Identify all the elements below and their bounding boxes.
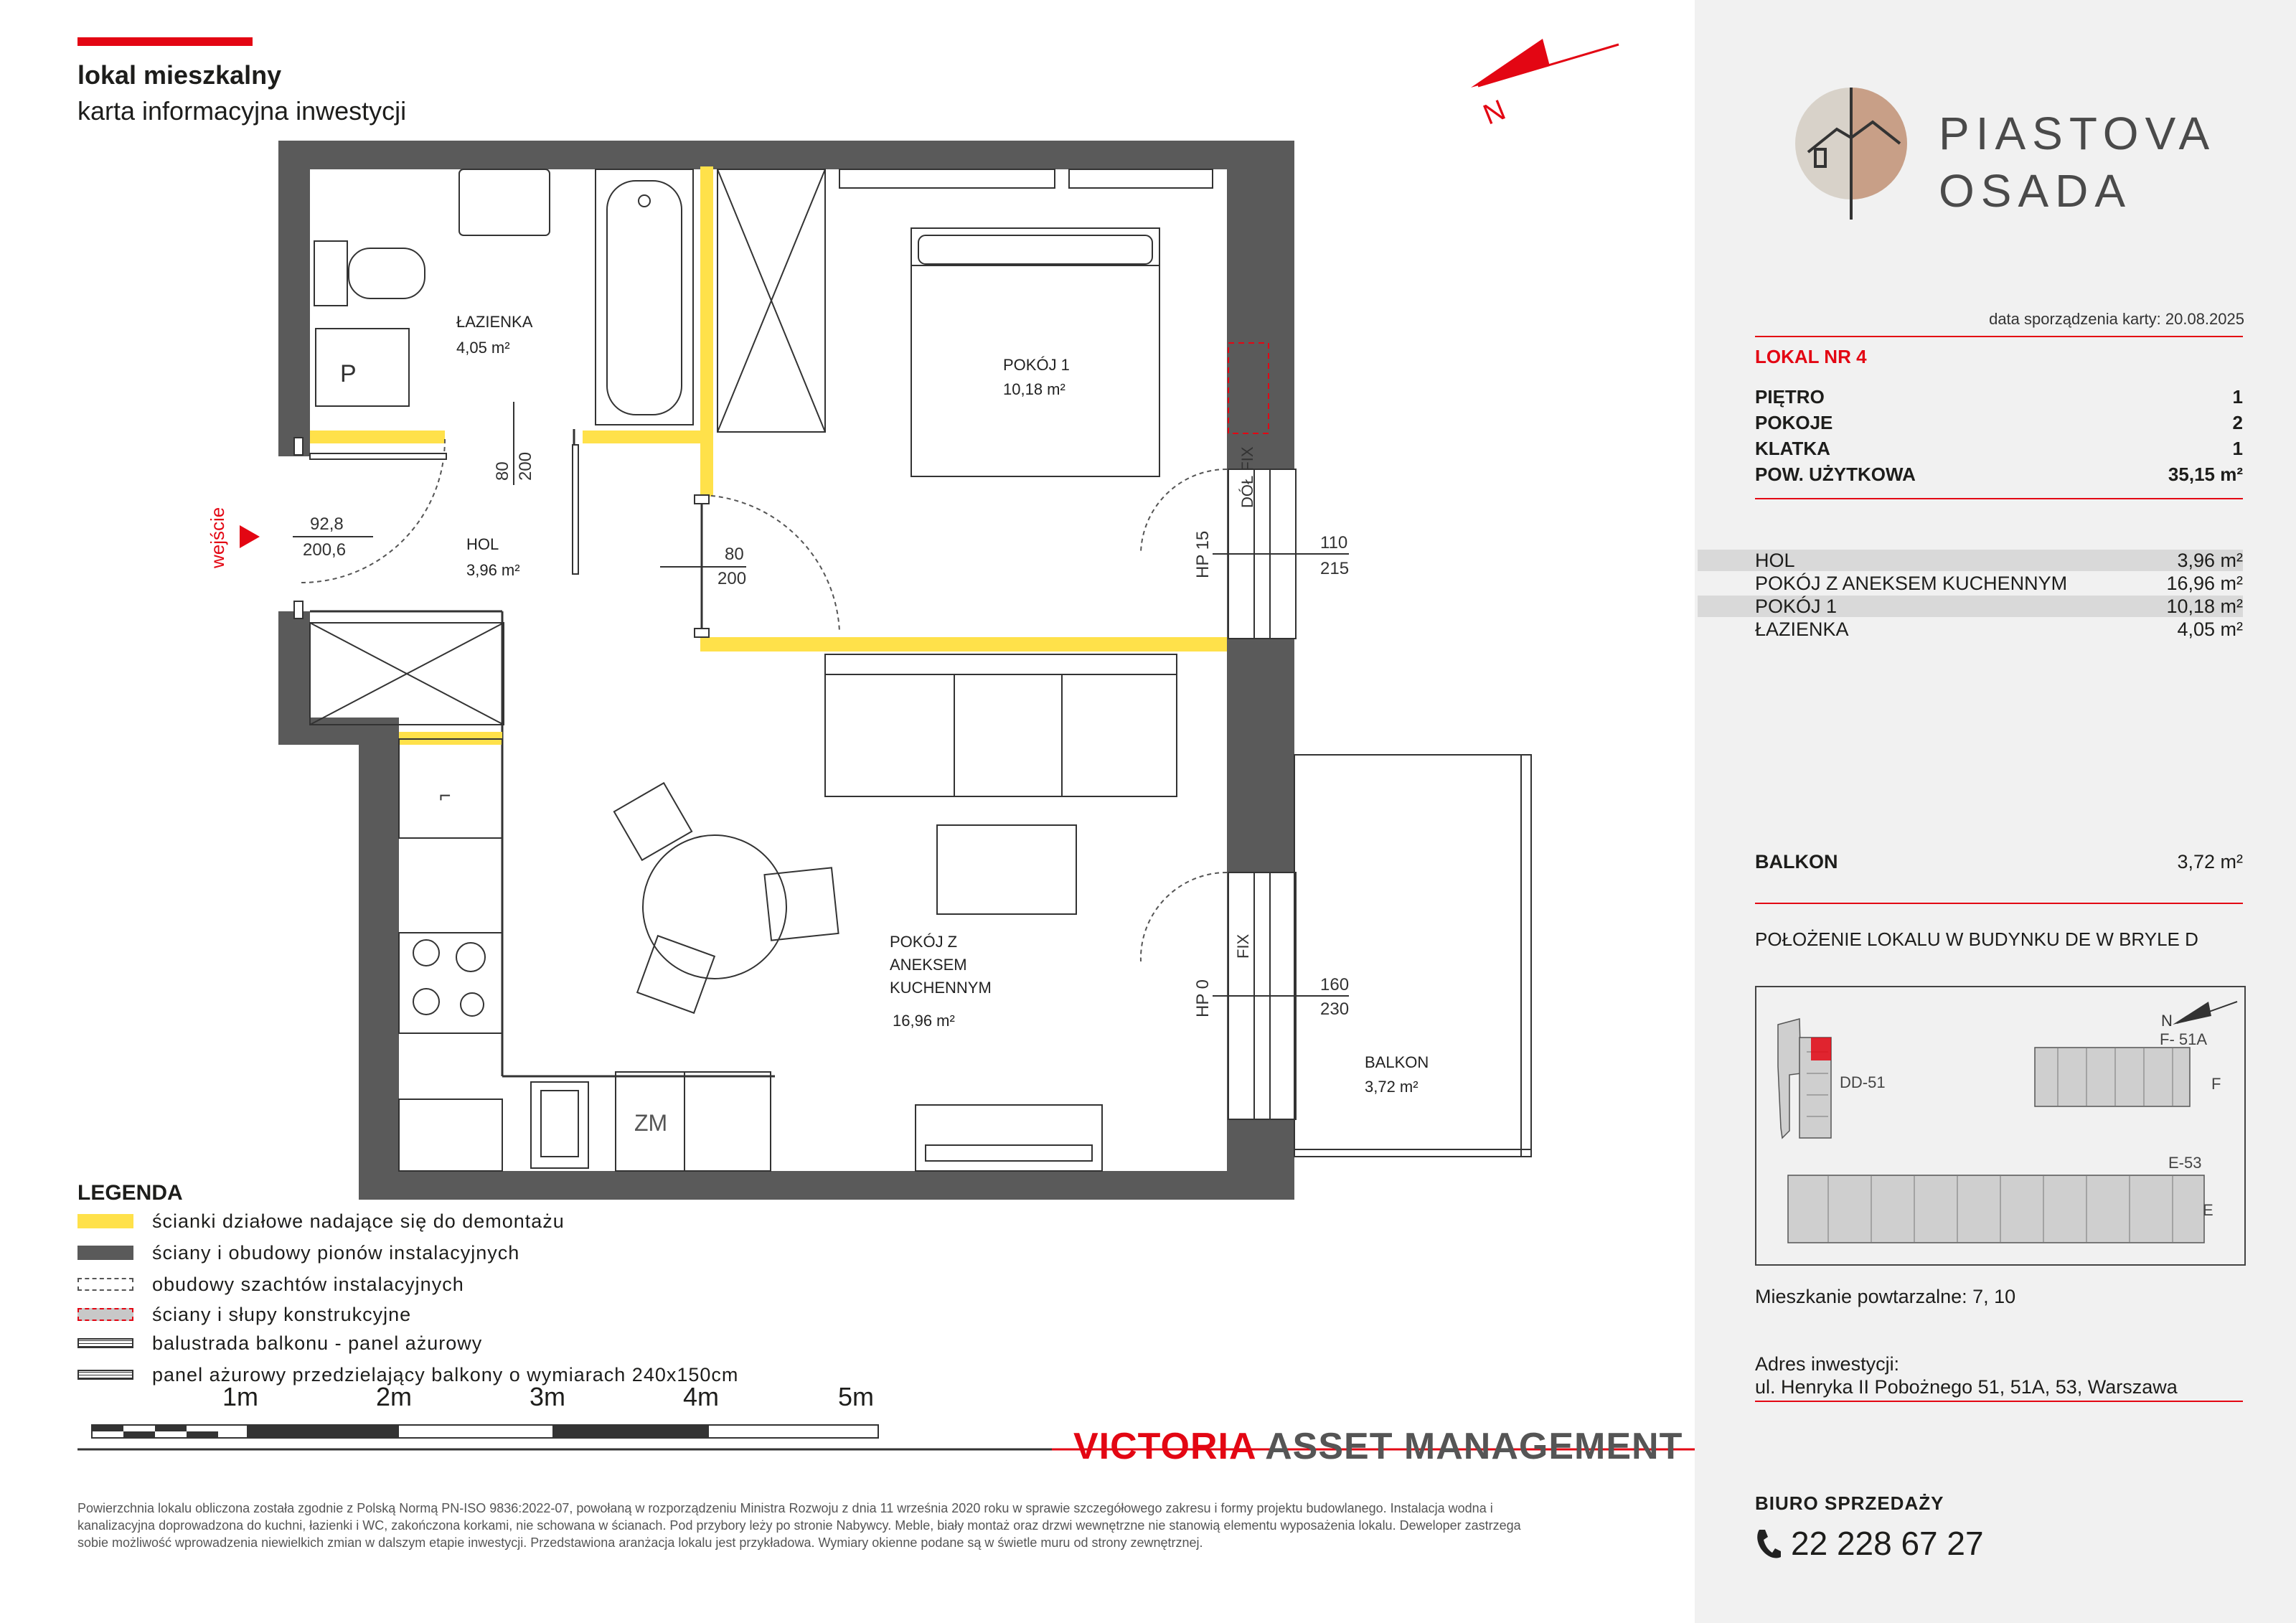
brand-logo	[1073, 1425, 1683, 1468]
page-title: lokal mieszkalny	[77, 60, 282, 90]
divider	[1755, 498, 2243, 499]
brand-piastova-logo	[1939, 105, 2216, 220]
phone-icon	[1754, 1527, 1782, 1561]
prop-label: KLATKA	[1755, 438, 1830, 459]
legend-item	[77, 1207, 565, 1236]
site-map	[1755, 986, 2246, 1266]
house-logo-icon	[1794, 86, 1909, 222]
room-value: 10,18 m²	[2166, 596, 2243, 617]
north-label: N	[1479, 93, 1510, 131]
room-bedroom-name: POKÓJ 1	[1003, 356, 1070, 374]
room-row	[1698, 573, 2243, 594]
card-date: data sporządzenia karty: 20.08.2025	[1989, 310, 2244, 328]
balcony-value: 3,72 m²	[2177, 851, 2243, 872]
balcony	[1294, 755, 1531, 1157]
prop-value: 2	[2232, 412, 2243, 433]
hp0-label: HP 0	[1193, 979, 1213, 1017]
room-balcony-name: BALKON	[1365, 1053, 1429, 1071]
room-bathroom-name: ŁAZIENKA	[456, 313, 533, 331]
footer-disclaimer: Powierzchnia lokalu obliczona została zgodnie z Polską Normą PN-ISO 9836:2022-07, powołaną w rozporządzeniu Ministra Rozwoju z dnia 11 września 2020 roku w sprawie szczegółowego zakresu i formy projektu budowlanego. Instalacja wodna i kanalizacyjna doprowadzona do kuchni, łazienki i WC, zakończona korkami, nie schowana w ścianach. Pod przybory leży po stronie Nabywcy. Meble, biały montaż oraz drzwi wewnętrzne nie stanowią elementu wyposażenia lokalu. Deweloper zastrzega sobie możliwość wprowadzenia niewielkich zmian w dalszym etapie inwestycji. Przedstawiona aranżacja lokalu jest przykładowa. Wymiary okienne podane są w świetle muru od strony zewnętrznej.	[77, 1501, 1521, 1550]
shaft	[310, 623, 504, 725]
room-row	[1698, 596, 2243, 617]
scale-1m: 1m	[222, 1382, 259, 1411]
parking-p-label: P	[340, 360, 357, 387]
scale-5m: 5m	[838, 1382, 875, 1411]
legend-label: ściany i obudowy pionów instalacyjnych	[152, 1241, 520, 1264]
bath-door-h: 200	[516, 451, 535, 481]
divider	[1755, 1401, 2243, 1402]
mini-north-label: N	[2161, 1012, 2173, 1030]
map-label-e53: E-53	[2168, 1154, 2202, 1172]
bath-door-w: 80	[493, 461, 512, 481]
repeat-units: Mieszkanie powtarzalne: 7, 10	[1755, 1286, 2016, 1307]
address-label: Adres inwestycji:	[1755, 1353, 1900, 1375]
sales-phone[interactable]: 22 228 67 27	[1791, 1525, 1984, 1562]
legend-label: ściany i słupy konstrukcyjne	[152, 1303, 412, 1325]
location-heading: POŁOŻENIE LOKALU W BUDYNKU DE W BRYLE D	[1755, 928, 2198, 950]
dol-fix-label: DÓŁ FIX	[1238, 446, 1256, 508]
legend-label: ścianki działowe nadające się do demontażu	[152, 1210, 565, 1232]
legend-label: panel ażurowy przedzielający balkony o wymiarach 240x150cm	[152, 1363, 739, 1386]
zm-label: ZM	[634, 1110, 668, 1136]
divider	[1755, 903, 2243, 904]
scale-2m: 2m	[376, 1382, 413, 1411]
entrance-arrow-icon	[240, 525, 260, 548]
divider	[1755, 336, 2243, 337]
legend-swatch	[77, 1214, 133, 1228]
legend-title: LEGENDA	[77, 1181, 183, 1205]
entrance-dim-w: 92,8	[310, 514, 344, 534]
scale-3m: 3m	[530, 1382, 566, 1411]
legend-swatch	[77, 1246, 133, 1260]
legend-label: obudowy szachtów instalacyjnych	[152, 1273, 464, 1295]
room-label: ŁAZIENKA	[1755, 618, 1849, 640]
prop-row	[1755, 438, 2243, 460]
room-value: 4,05 m²	[2177, 618, 2243, 640]
room-label: POKÓJ 1	[1755, 596, 1838, 617]
room-bathroom-area: 4,05 m²	[456, 339, 510, 357]
fridge-glyph: ⌐	[439, 784, 451, 806]
room-living-name-1: POKÓJ Z	[890, 933, 958, 951]
prop-row	[1755, 412, 2243, 434]
legend-item	[77, 1360, 738, 1389]
prop-value: 1	[2232, 386, 2243, 408]
room-door-w: 80	[725, 545, 744, 564]
bathroom-fixtures	[314, 169, 1213, 476]
cabinet	[399, 1099, 502, 1171]
balcony-label: BALKON	[1755, 851, 1838, 872]
prop-row	[1755, 464, 2243, 486]
map-label-e: E	[2203, 1201, 2213, 1219]
entrance-label: wejście	[207, 507, 228, 568]
legend-swatch	[77, 1308, 133, 1321]
room-bedroom-area: 10,18 m²	[1003, 380, 1065, 398]
prop-label: PIĘTRO	[1755, 386, 1825, 408]
walls	[278, 141, 1294, 1200]
removable-walls	[310, 166, 1227, 745]
scale-4m: 4m	[683, 1382, 720, 1411]
entrance-dim-h: 200,6	[303, 540, 347, 560]
address-value: ul. Henryka II Pobożnego 51, 51A, 53, Warszawa	[1755, 1376, 2178, 1398]
legend-item	[77, 1300, 411, 1329]
highlighted-unit	[1811, 1038, 1831, 1060]
legend-item	[77, 1270, 464, 1299]
map-label-dd51: DD-51	[1840, 1073, 1886, 1091]
logo-line2: OSADA	[1939, 165, 2132, 217]
prop-label: POW. UŻYTKOWA	[1755, 464, 1916, 485]
sales-office-label: BIURO SPRZEDAŻY	[1755, 1492, 1944, 1514]
mini-north-arrow-icon	[2173, 1002, 2237, 1025]
room-hall-name: HOL	[466, 535, 499, 553]
balcony-row	[1755, 851, 2243, 873]
window2-w: 160	[1320, 975, 1350, 994]
site-map-drawing	[1756, 987, 2244, 1264]
legend-swatch	[77, 1338, 133, 1348]
north-arrow-icon	[1471, 39, 1619, 131]
brand-part2: ASSET MANAGEMENT	[1265, 1426, 1683, 1467]
window2-h: 230	[1320, 999, 1350, 1019]
room-value: 3,96 m²	[2177, 550, 2243, 571]
window1-w: 110	[1320, 533, 1348, 552]
fix-label: FIX	[1234, 933, 1252, 959]
room-label: HOL	[1755, 550, 1795, 571]
room-living-name-2: ANEKSEM	[890, 956, 967, 974]
room-row	[1698, 550, 2243, 571]
legend-swatch	[77, 1370, 133, 1380]
legend-item	[77, 1329, 482, 1358]
room-living-area: 16,96 m²	[893, 1012, 955, 1030]
room-label: POKÓJ Z ANEKSEM KUCHENNYM	[1755, 573, 2068, 594]
legend-swatch	[77, 1278, 133, 1291]
door-swings	[301, 439, 1227, 961]
room-living-name-3: KUCHENNYM	[890, 979, 992, 997]
furniture	[399, 654, 1177, 1171]
logo-line1: PIASTOVA	[1939, 108, 2216, 159]
page-subtitle: karta informacyjna inwestycji	[77, 96, 407, 126]
room-door-h: 200	[718, 569, 747, 588]
map-label-f51a: F- 51A	[2160, 1030, 2208, 1048]
room-balcony-area: 3,72 m²	[1365, 1078, 1418, 1096]
window1-h: 215	[1320, 559, 1350, 578]
prop-label: POKOJE	[1755, 412, 1833, 433]
apartment-number: LOKAL NR 4	[1755, 346, 1867, 367]
room-value: 16,96 m²	[2166, 573, 2243, 594]
legend-item	[77, 1238, 519, 1267]
map-label-f: F	[2211, 1075, 2221, 1093]
prop-value: 35,15 m²	[2168, 464, 2243, 485]
legend-label: balustrada balkonu - panel ażurowy	[152, 1332, 483, 1354]
hp15-label: HP 15	[1193, 530, 1213, 578]
prop-value: 1	[2232, 438, 2243, 459]
brand-part1: VICTORIA	[1073, 1426, 1256, 1467]
prop-row	[1755, 386, 2243, 408]
room-row	[1698, 618, 2243, 640]
room-hall-area: 3,96 m²	[466, 561, 520, 579]
